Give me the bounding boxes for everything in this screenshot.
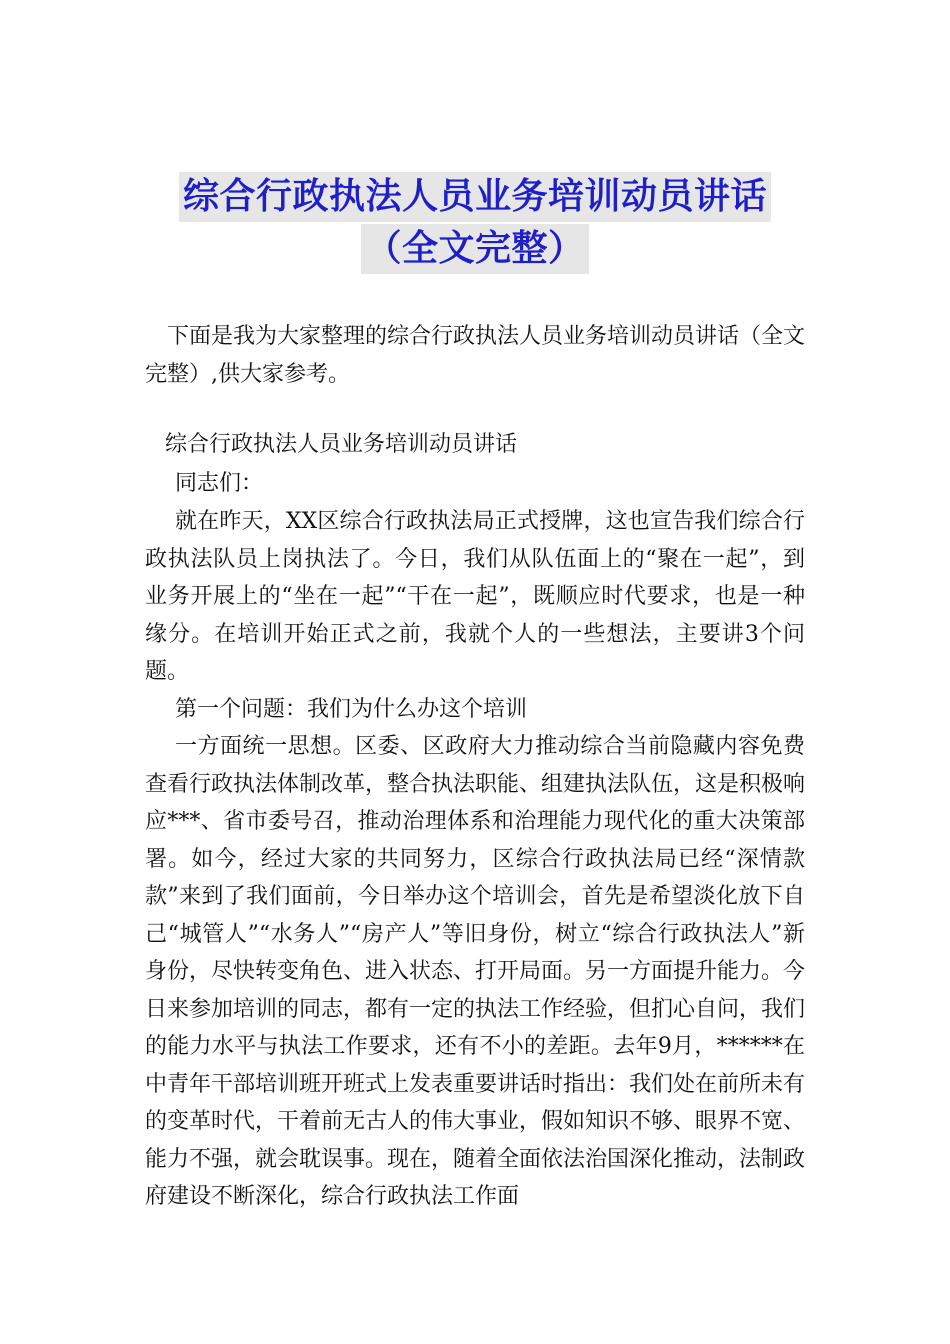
paragraph-1: 就在昨天，XX区综合行政执法局正式授牌，这也宣告我们综合行政执法队员上岗执法了。今日，我们从队伍面上的“聚在一起”，到业务开展上的“坐在一起”“干在一起”，既顺应时代要求，也是一种缘分。在培训开始正式之前，我就个人的一些想法，主要讲3个问题。 [145, 509, 805, 684]
title-line-2: （全文完整） [361, 224, 588, 274]
document-title [0, 172, 950, 274]
title-line-1: 综合行政执法人员业务培训动员讲话 [179, 172, 771, 222]
intro-paragraph: 下面是我为大家整理的综合行政执法人员业务培训动员讲话（全文完整）,供大家参考。 [145, 324, 806, 387]
section-heading-1: 第一个问题：我们为什么办这个培训 [175, 696, 528, 722]
paragraph-2: 一方面统一思想。区委、区政府大力推动综合当前隐藏内容免费查看行政执法体制改革，整合执法职能、组建执法队伍，这是积极响应***、省市委号召，推动治理体系和治理能力现代化的重大决策部署。如今，经过大家的共同努力，区综合行政执法局已经“深情款款”来到了我们面前，今日举办这个培训会，首先是希望淡化放下自己“城管人”“水务人”“房产人”等旧身份，树立“综合行政执法人”新身份，尽快转变角色、进入状态、打开局面。另一方面提升能力。今日来参加培训的同志，都有一定的执法工作经验，但扪心自问，我们的能力水平与执法工作要求，还有不小的差距。去年9月，******在中青年干部培训班开班式上发表重要讲话时指出：我们处在前所未有的变革时代，干着前无古人的伟大事业，假如知识不够、眼界不宽、能力不强，就会耽误事。现在，随着全面依法治国深化推动，法制政府建设不断深化，综合行政执法工作面 [145, 734, 806, 1209]
speech-title: 综合行政执法人员业务培训动员讲话 [165, 432, 518, 457]
speech-body [145, 503, 805, 1216]
greeting: 同志们： [175, 471, 264, 496]
